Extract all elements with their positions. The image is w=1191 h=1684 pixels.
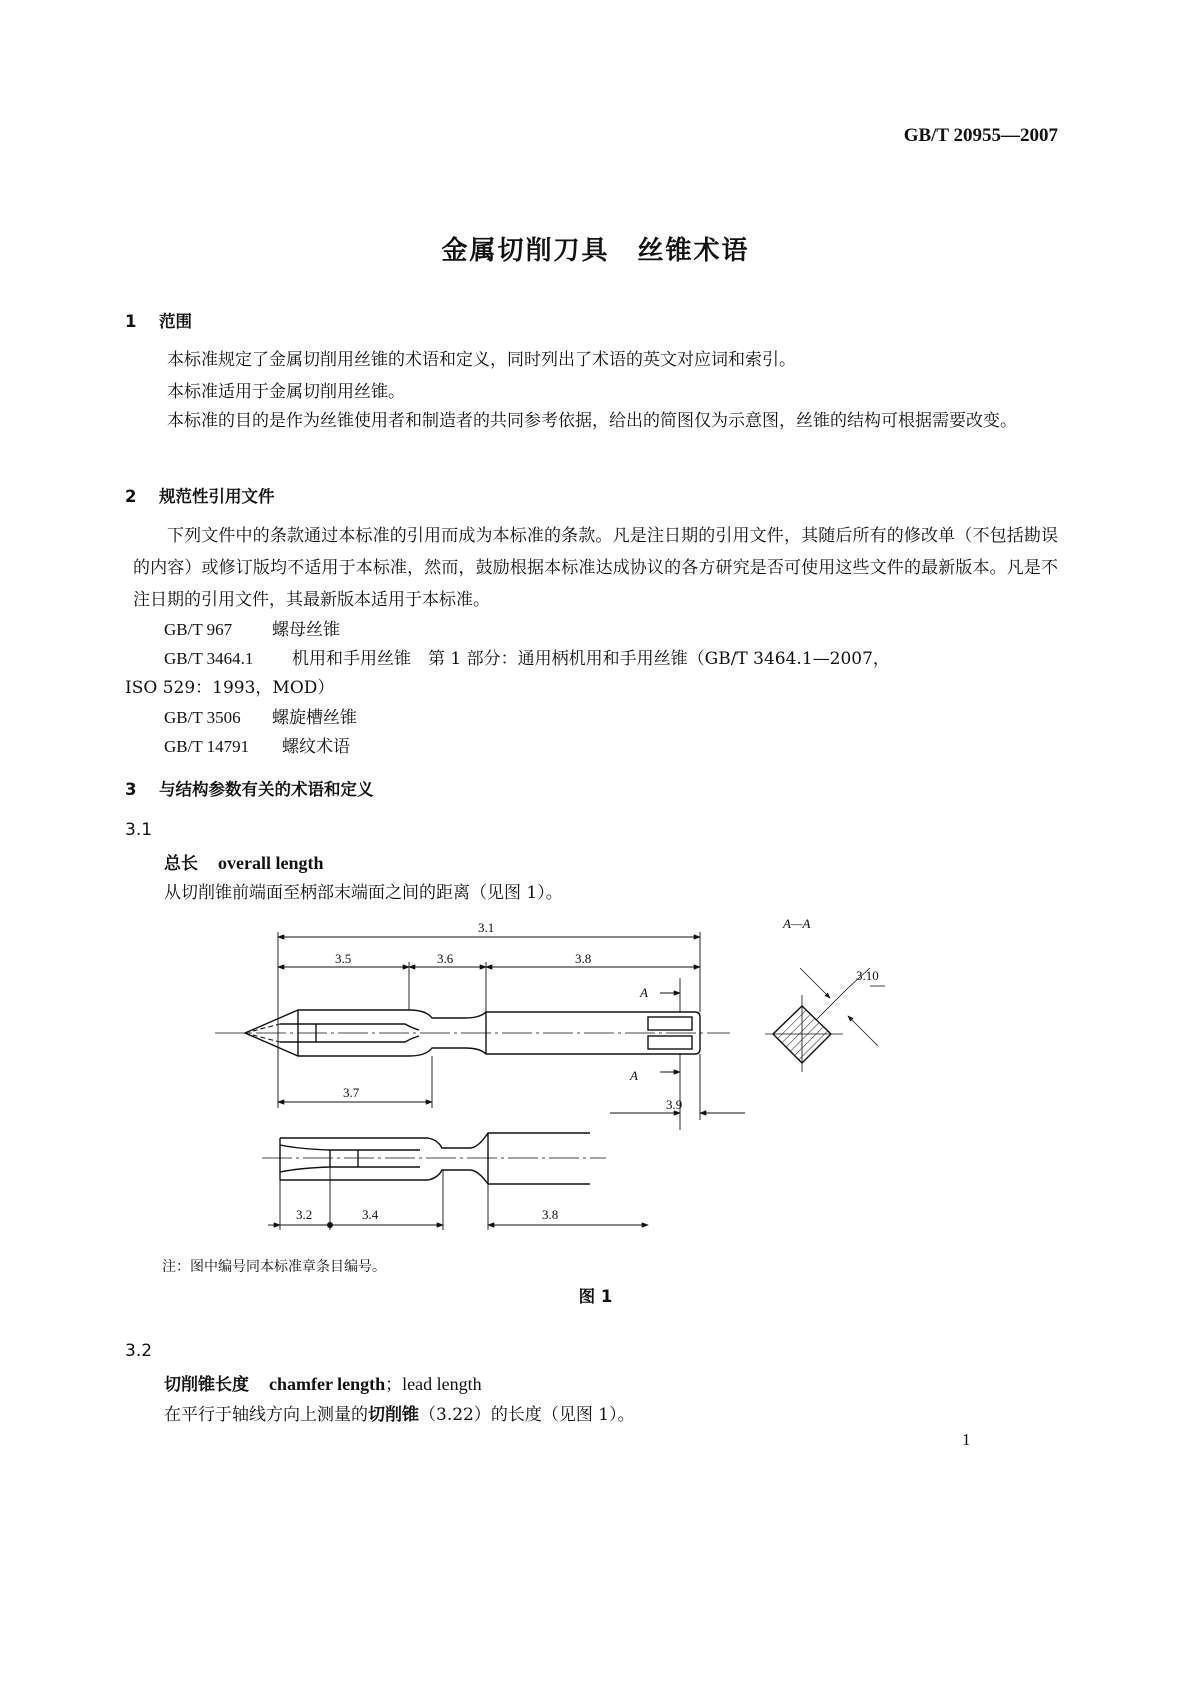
section-aa-square — [765, 968, 885, 1072]
dim-label-3-8: 3.8 — [575, 951, 592, 966]
figure-note: 注：图中编号同本标准章条目编号。 — [162, 1259, 386, 1275]
page-number: 1 — [962, 1430, 971, 1449]
section-number: 1 — [125, 312, 137, 331]
section-title: 规范性引用文件 — [159, 487, 275, 506]
term-number: 3.1 — [125, 820, 153, 840]
term-3-2-definition — [164, 1400, 635, 1425]
term-chinese: 切削锥长度 — [164, 1375, 249, 1395]
section-aa-label: A—A — [783, 916, 811, 931]
term-3-1-definition: 从切削锥前端面至柄部末端面之间的距离（见图 1）。 — [164, 883, 563, 903]
dimension-origin-dot — [327, 1222, 333, 1228]
term-number: 3.2 — [125, 1341, 153, 1361]
reference-code: GB/T 14791 — [164, 737, 250, 756]
reference-code: GB/T 967 — [164, 620, 233, 639]
scope-paragraph-2: 本标准适用于金属切削用丝锥。 — [167, 382, 405, 402]
dim-label-3-2: 3.2 — [296, 1207, 313, 1222]
term-english: overall length — [218, 853, 324, 873]
term-chinese: 总长 — [164, 854, 198, 874]
lower-tap-outline — [280, 1133, 590, 1184]
definition-term-reference: 切削锥 — [368, 1405, 419, 1425]
dim-label-3-5: 3.5 — [335, 951, 352, 966]
scope-paragraph-3: 本标准的目的是作为丝锥使用者和制造者的共同参考依据，给出的简图仅为示意图，丝锥的结构可根据需要改变。 — [167, 411, 1017, 431]
dim-label-3-1: 3.1 — [478, 920, 495, 935]
section-number: 3 — [125, 780, 137, 799]
dim-label-3-8-lower: 3.8 — [542, 1207, 559, 1222]
dim-label-3-6: 3.6 — [437, 951, 454, 966]
definition-text: 在平行于轴线方向上测量的 — [164, 1405, 368, 1425]
reference-continuation: ISO 529：1993，MOD） — [125, 678, 335, 698]
definition-text: （3.22）的长度（见图 1）。 — [419, 1405, 635, 1425]
dim-label-3-9: 3.9 — [666, 1097, 683, 1112]
scope-paragraph-1: 本标准规定了金属切削用丝锥的术语和定义，同时列出了术语的英文对应词和索引。 — [167, 350, 796, 370]
normative-references-intro: 下列文件中的条款通过本标准的引用而成为本标准的条款。凡是注日期的引用文件，其随后所有的修改单（不包括勘误的内容）或修订版均不适用于本标准，然而，鼓励根据本标准达成协议的各方研究是否可使用这些文件的最新版本。凡是不注日期的引用文件，其最新版本适用于本标准。 — [133, 526, 1058, 610]
reference-title: 机用和手用丝锥 第 1 部分：通用柄机用和手用丝锥（GB/T 3464.1—2007， — [292, 649, 890, 669]
dim-label-3-4: 3.4 — [362, 1207, 379, 1222]
document-title: 金属切削刀具 丝锥术语 — [441, 236, 750, 266]
term-separator: ； — [385, 1375, 403, 1395]
reference-title: 螺旋槽丝锥 — [272, 708, 357, 728]
reference-code: GB/T 3506 — [164, 708, 241, 727]
dim-label-3-7: 3.7 — [343, 1085, 360, 1100]
reference-title: 螺纹术语 — [282, 737, 350, 757]
figure-caption: 图 1 — [578, 1287, 613, 1306]
term-3-2-heading — [164, 1370, 482, 1395]
term-english: chamfer length — [269, 1374, 386, 1394]
section-number: 2 — [125, 487, 137, 506]
dim-label-3-10: 3.10 — [856, 968, 879, 983]
term-english-alternative: lead length — [402, 1374, 482, 1394]
lower-extension-lines — [268, 1167, 648, 1230]
section-mark-a-top: A — [640, 985, 648, 1000]
section-title: 与结构参数有关的术语和定义 — [159, 780, 374, 799]
reference-title: 螺母丝锥 — [272, 620, 340, 640]
reference-code: GB/T 3464.1 — [164, 649, 254, 668]
section-title: 范围 — [159, 312, 192, 331]
standard-number: GB/T 20955—2007 — [903, 125, 1058, 146]
section-mark-a-bottom: A — [630, 1068, 638, 1083]
